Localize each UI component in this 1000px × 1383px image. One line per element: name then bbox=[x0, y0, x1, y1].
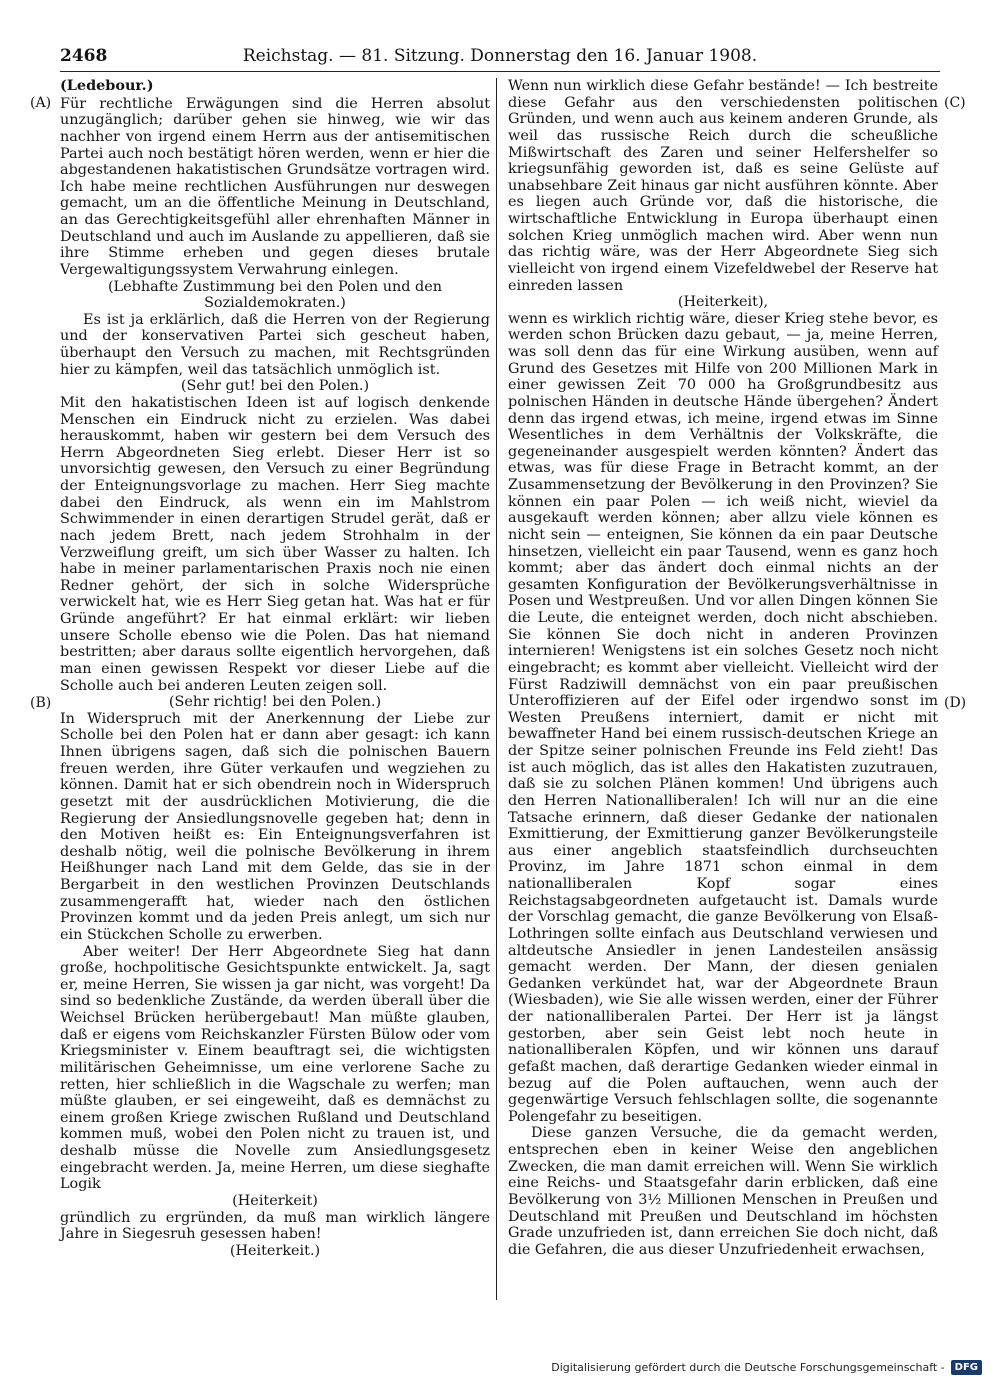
interjection: (Heiterkeit.) bbox=[229, 1242, 321, 1259]
paragraph: gründlich zu ergründen, da muß man wirklich längere Jahre in Siegesruh gesessen haben! bbox=[60, 1209, 490, 1243]
right-column bbox=[508, 78, 938, 1258]
paragraph: Wenn nun wirklich diese Gefahr bestände! — Ich bestreite diese Gefahr aus den verschiedensten politischen Gründen, und wenn auch aus keinem anderen Grunde, als weil das russische Reich durch die scheußliche Mißwirtschaft des Zaren und seiner Helfershelfer so kriegsunfähig geworden ist, daß es seine Gelüste auf unabsehbare Zeit hinaus gar nicht ausführen könnte. Aber es liegen auch Gründe vor, daß die historische, die wirtschaftliche Entwicklung in Europa überhaupt einen solchen Krieg unmöglich machen wird. Aber wenn nun das richtig wäre, was der Herr Abgeordnete Sieg sich vielleicht von irgend einem Vizefeldwebel der Reserve hat einreden lassen bbox=[508, 78, 938, 294]
paragraph: Es ist ja erklärlich, daß die Herren von der Regierung und der konservativen Partei sich gescheut haben, überhaupt den Versuch zu machen, mit Rechtsgründen hier zu kämpfen, weil das tatsächlich unmöglich ist. bbox=[60, 311, 490, 378]
running-header bbox=[60, 46, 940, 70]
header-rule bbox=[60, 71, 940, 72]
interjection: (Lebhafte Zustimmung bei den Polen und den Sozialdemokraten.) bbox=[107, 278, 443, 312]
speaker-name: (Ledebour.) bbox=[60, 77, 154, 94]
margin-marker-a: (A) bbox=[30, 95, 52, 111]
interjection: (Sehr gut! bei den Polen.) bbox=[180, 378, 370, 395]
column-divider bbox=[496, 78, 497, 1300]
margin-marker-d: (D) bbox=[944, 695, 967, 711]
paragraph: wenn es wirklich richtig wäre, dieser Krieg stehe bevor, es werden schon Brücken dazu gebaut, — ja, meine Herren, was soll denn das für eine Wirkung ausüben, wenn auf Grund des Gesetzes mit Hilfe von 200 Millionen Mark in einer gewissen Zeit 70 000 ha Großgrundbesitz aus polnischen Händen in deutsche Hände übergehen? Ändert denn das irgend etwas, ich meine, irgend etwas im Sinne Wesentliches in dem Verhältnis der Volkskräfte, die gegeneinander ausgespielt werden könnten? Ändert das etwas, was für diese Frage in Betracht kommt, an der Zusammensetzung der Bevölkerung in den Provinzen? Sie können ein paar Polen — ich weiß nicht, wieviel da ausgekauft werden können; aber allzu viele können es nicht sein — enteignen, Sie können da ein paar Deutsche hinsetzen, vielleicht ein paar Tausend, wenn es ganz hoch kommt; aber das ändert doch einmal nichts an der gesamten Konfiguration der Bevölkerungsverhältnisse in Posen und Westpreußen. Und vor allen Dingen können Sie die Leute, die enteignet werden, doch nicht abschieben. Sie können Sie doch nicht in anderen Provinzen internieren! Wenigstens ist ein solches Gesetz noch nicht eingebracht; es kommt aber vielleicht. Vielleicht wird der Fürst Radziwill demnächst von ein paar preußischen Unteroffizieren auf der Eifel oder irgendwo sonst im Westen Preußens interniert, damit er nicht mit bewaffneter Hand bei einem russisch-deutschen Kriege an der Spitze seiner polnischen Freunde ins Feld zieht! Das ist auch möglich, das ist alles den Hakatisten zuzutrauen, daß sie zu solchen Plänen kommen! Und übrigens auch den Herren Nationalliberalen! Ich will nur an die eine Tatsache erinnern, daß dieser Gedanke der nationalen Exmittierung, der Exmittierung ganzer Bevölkerungsteile aus einer angeblich staatsfeindlich durchseuchten Provinz, im Jahre 1871 schon einmal in dem nationalliberalen Kopf sogar eines Reichstagsabgeordneten aufgetaucht ist. Damals wurde der Vorschlag gemacht, die ganze Bevölkerung von Elsaß-Lothringen sollte einfach aus Deutschland verwiesen und altdeutsche Ansiedler in jenen Landesteilen ansässig gemacht werden. Der Mann, der diesen genialen Gedanken verkündet hat, war der Abgeordnete Braun (Wiesbaden), wie Sie alle wissen werden, einer der Führer der nationalliberalen Partei. Der Herr ist ja längst gestorben, aber sein Geist lebt noch heute in nationalliberalen Köpfen, und wir können uns darauf gefaßt machen, daß derartige Gedanken wieder einmal in bezug auf die Polen auftauchen, wenn auch der gegenwärtige Versuch fehlschlagen sollte, die sogenannte Polengefahr zu beseitigen. bbox=[508, 310, 938, 1125]
page-number: 2468 bbox=[60, 46, 108, 66]
paragraph: In Widerspruch mit der Anerkennung der Liebe zur Scholle bei den Polen hat er dann aber gesagt: ich kann Ihnen übrigens sagen, daß sich die polnischen Bauern freuen werden, ihre Güter verkaufen und wegziehen zu können. Damit hat er sich obendrein noch in Widerspruch gesetzt mit der ausdrücklichen Motivierung, die die Regierung der Ansiedlungsnovelle gegeben hat; denn in den Motiven heißt es: Ein Enteignungsverfahren ist deshalb nötig, weil die polnische Bevölkerung in ihrem Heißhunger nach Land mit dem Gelde, das sie in der Bergarbeit in den westlichen Provinzen Deutschlands zusammengerafft hat, wieder nach den östlichen Provinzen kommt und da jeden Preis anlegt, um sich nur ein Stückchen Scholle zu erwerben. bbox=[60, 710, 490, 943]
left-column bbox=[60, 78, 490, 1259]
interjection: (Heiterkeit) bbox=[232, 1192, 318, 1209]
interjection: (Heiterkeit), bbox=[677, 294, 769, 311]
digitization-footer bbox=[551, 1360, 982, 1375]
paragraph: Aber weiter! Der Herr Abgeordnete Sieg hat dann große, hochpolitische Gesichtspunkte entwickelt. Ja, sagt er, meine Herren, Sie wissen ja gar nicht, was vorgeht! Da sind so bedenkliche Zustände, da werden überall über die Weichsel Brücken herübergebaut! Man müßte glauben, daß er eigens vom Reichskanzler Fürsten Bülow oder vom Kriegsminister v. Einem beauftragt sei, die wichtigsten militärischen Geheimnisse, um eine verlorene Sache zu retten, hier schließlich in die Wagschale zu werfen; man müßte glauben, er sei eingeweiht, daß es demnächst zu einem großen Kriege zwischen Rußland und Deutschland kommen muß, wobei den Polen nicht zu trauen ist, und deshalb müsse die Novelle zum Ansiedlungsgesetz eingebracht werden. Ja, meine Herren, um diese sieghafte Logik bbox=[60, 943, 490, 1193]
paragraph: Diese ganzen Versuche, die da gemacht werden, entsprechen eben in keiner Weise den angeblichen Zwecken, die man damit erreichen will. Wenn Sie wirklich eine Reichs- und Staatsgefahr darin erblicken, daß eine Bevölkerung von 3½ Millionen Menschen in Preußen und Deutschland mit Preußen und Deutschland im höchsten Grade unzufrieden ist, dann erreichen Sie doch nicht, daß die Gefahren, die aus dieser Unzufriedenheit erwachsen, bbox=[508, 1125, 938, 1258]
paragraph: Für rechtliche Erwägungen sind die Herren absolut unzugänglich; darüber gehen sie hinweg, wie wir das nachher von irgend einem Herrn aus der antisemitischen Partei auch noch bestätigt hören werden, wenn er hier die abgestandenen hakatistischen Grundsätze vortragen wird. Ich habe meine rechtlichen Ausführungen nur deswegen gemacht, um an die öffentliche Meinung in Deutschland, an das Gerechtigkeitsgefühl aller ehrenhaften Männer in Deutschland und auch im Auslande zu appellieren, daß sie ihre Stimme erheben und gegen dieses brutale Vergewaltigungssystem Verwahrung einlegen. bbox=[60, 95, 490, 278]
margin-marker-c: (C) bbox=[944, 95, 966, 111]
interjection: (Sehr richtig! bei den Polen.) bbox=[168, 694, 382, 711]
paragraph: Mit den hakatistischen Ideen ist auf logisch denkende Menschen ein Eindruck nicht zu erzielen. Was dabei herauskommt, haben wir gestern bei dem Versuch des Herrn Abgeordneten Sieg erlebt. Dieser Herr ist so unvorsichtig gewesen, den Versuch zu einer Begründung der Enteignungsvorlage zu machen. Herr Sieg machte dabei den Eindruck, als wenn ein im Mahlstrom Schwimmender in einen derartigen Strudel gerät, daß er nach jedem Brett, nach jedem Strohhalm in der Verzweiflung greift, um sich über Wasser zu halten. Ich habe in meiner parlamentarischen Praxis noch nie einen Redner gehört, der sich in solche Widersprüche verwickelt hat, wie es Herr Sieg getan hat. Was hat er für Gründe angeführt? Er hat einmal erklärt: wir lieben unsere Scholle ebenso wie die Polen. Das hat niemand bestritten; aber daraus sollte eigentlich hervorgehen, daß man einen gewissen Respekt vor dieser Liebe auf die Scholle auch bei anderen Leuten zeigen soll. bbox=[60, 394, 490, 694]
running-title: Reichstag. — 81. Sitzung. Donnerstag den 16. Januar 1908. bbox=[242, 46, 758, 66]
margin-marker-b: (B) bbox=[30, 695, 52, 711]
dfg-logo-icon: DFG bbox=[951, 1360, 982, 1375]
footer-text: Digitalisierung gefördert durch die Deutsche Forschungsgemeinschaft - bbox=[551, 1361, 945, 1374]
